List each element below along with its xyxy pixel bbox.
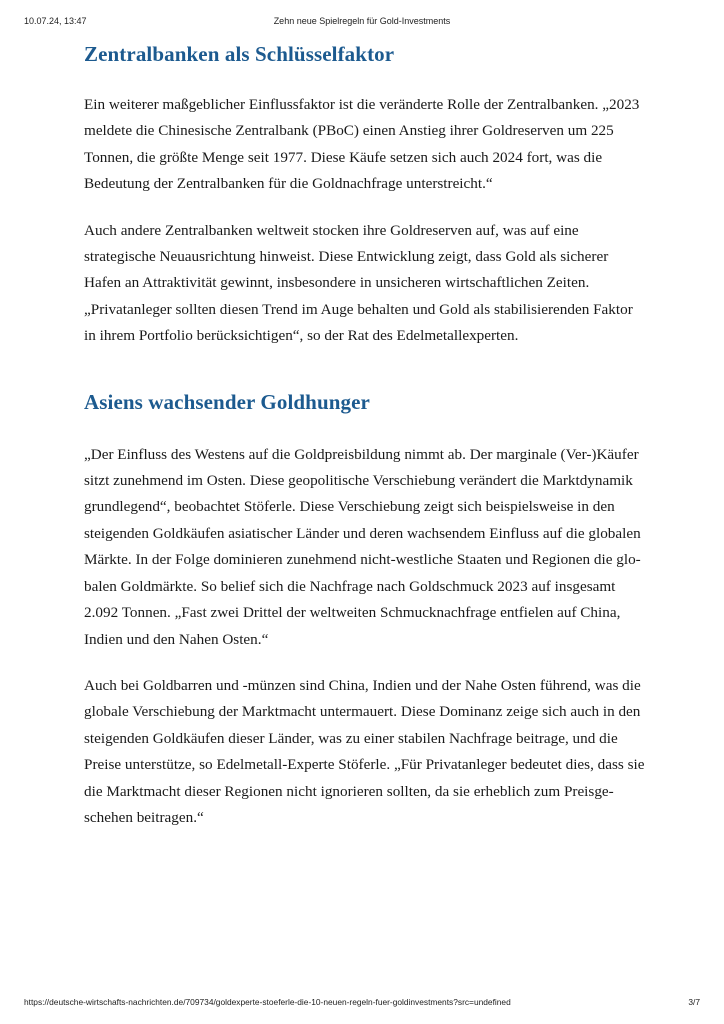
paragraph-central-banks-2: Auch andere Zentralbanken weltweit stocken ihre Goldreserven auf, was auf eine strategische Neuausrichtung hinweist. Diese Entwicklung zeigt, dass Gold als sicherer Hafen an Attraktivität gewinnt, insbesondere in unsicheren wirtschaftlichen Zeiten. „Privatanleger sollten diesen Trend im Auge behalten und Gold als stabilisierenden Faktor in ihrem Portfolio berücksichtigen“, so der Rat des Edelmetallexperten. (84, 221, 633, 345)
section-heading-central-banks: Zentralbanken als Schlüsselfaktor (84, 42, 395, 66)
print-header (24, 16, 700, 30)
paragraph-asia-1: „Der Einfluss des Westens auf die Goldpreisbildung nimmt ab. Der marginale (Ver-)Käufer sitzt zunehmend im Osten. Diese geopolitische Verschiebung verändert die Marktdynamik grundlegend“, beobachtet Stöferle. Diese Verschiebung zeigt sich beispielsweise in den steigenden Goldkäufen asiatischer Länder und deren wachsendem Einfluss auf die globalen Märkte. In der Folge dominieren zunehmend nicht-westliche Staaten und Regionen die globalen Goldmärkte. So belief sich die Nachfrage nach Goldschmuck 2023 auf insgesamt 2.092 Tonnen. „Fast zwei Drittel der weltweiten Schmucknachfrage entfielen auf China, Indien und den Nahen Osten.“ (84, 445, 641, 648)
article-body (84, 40, 646, 831)
print-document-title: Zehn neue Spielregeln für Gold-Investments (273, 16, 451, 26)
print-datetime: 10.07.24, 13:47 (24, 16, 87, 26)
print-footer (24, 997, 700, 1011)
page-number: 3/7 (688, 997, 700, 1007)
paragraph-asia-2: Auch bei Goldbarren und -münzen sind China, Indien und der Nahe Osten führend, was die globale Verschiebung der Marktmacht untermauert. Diese Dominanz zeige sich auch in den steigenden Goldkäufen dieser Länder, was zu einer stabilen Nachfrage beitrage, und die Preise unterstütze, so Edelmetall-Experte Stöferle. „Für Privatanleger bedeutet dies, dass sie die Marktmacht dieser Regionen nicht ignorieren sollten, da sie erheblich zum Preisgeschehen beitragen.“ (84, 676, 645, 826)
paragraph-central-banks-1: Ein weiterer maßgeblicher Einflussfaktor ist die veränderte Rolle der Zentralbanken. „2023 meldete die Chinesische Zentralbank (PBoC) einen Anstieg ihrer Goldreserven um 225 Tonnen, die größte Menge seit 1977. Diese Käufe setzen sich auch 2024 fort, was die Bedeutung der Zentralbanken für die Goldnachfrage unterstreicht.“ (84, 96, 640, 193)
section-heading-asia: Asiens wachsender Goldhunger (84, 389, 370, 414)
print-footer-url: https://deutsche-wirtschafts-nachrichten.de/709734/goldexperte-stoeferle-die-10-neuen-regeln-fuer-goldinvestments?src=undefined (24, 997, 511, 1007)
